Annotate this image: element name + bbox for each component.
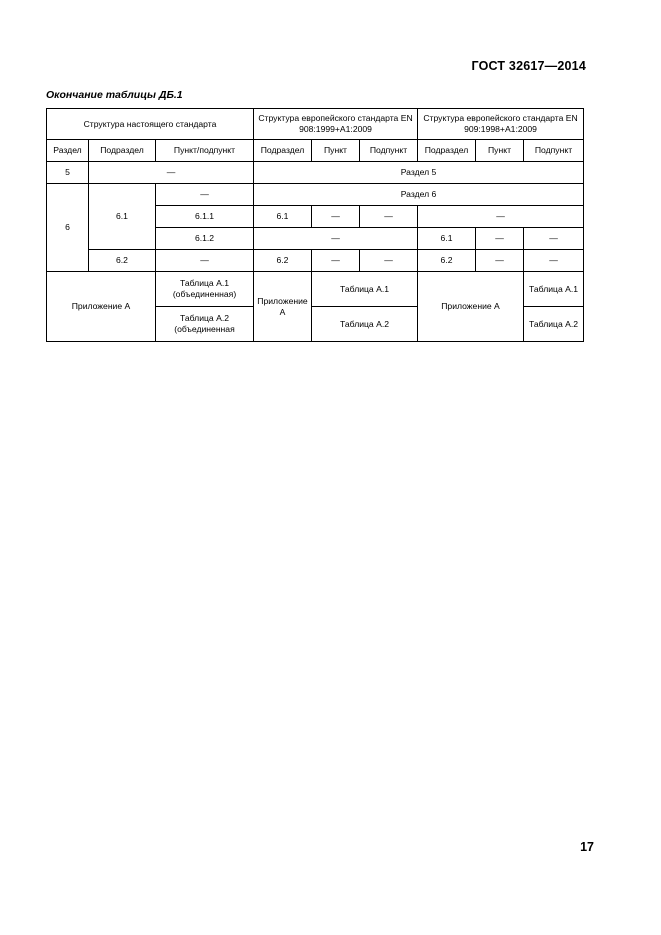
table-row — [47, 162, 584, 184]
cell-en908-6-2-punkt-dash: — — [312, 250, 360, 272]
subheader-podpunkt-en908: Подпункт — [360, 140, 418, 162]
cell-en909-6-1: 6.1 — [418, 228, 476, 250]
page-number: 17 — [580, 840, 594, 854]
cell-en909-punkt-dash: — — [476, 228, 524, 250]
cell-appendix-table-a2-own: Таблица А.2 (объединенная — [156, 307, 254, 342]
cell-appendix-a-own: Приложение А — [47, 272, 156, 342]
subheader-podrazdel-own: Подраздел — [89, 140, 156, 162]
cell-section-6-dash: — — [156, 184, 254, 206]
comparison-table-container — [46, 108, 583, 342]
cell-en908-dash: — — [254, 228, 418, 250]
cell-subsection-6-2-dash: — — [156, 250, 254, 272]
subheader-podrazdel-en908: Подраздел — [254, 140, 312, 162]
cell-appendix-table-a1-own: Таблица А.1 (объединенная) — [156, 272, 254, 307]
header-group-en908: Структура европейского стандарта EN 908:1999+A1:2009 — [254, 109, 418, 140]
header-group-en909: Структура европейского стандарта EN 909:1998+A1:2009 — [418, 109, 584, 140]
subheader-razdel: Раздел — [47, 140, 89, 162]
table-row — [47, 184, 584, 206]
table-subheader-row — [47, 140, 584, 162]
subheader-punkt-podpunkt: Пункт/подпункт — [156, 140, 254, 162]
cell-en909-6-2: 6.2 — [418, 250, 476, 272]
cell-appendix-a-en908: Приложение А — [254, 272, 312, 342]
cell-section-5: 5 — [47, 162, 89, 184]
cell-appendix-a-en909: Приложение А — [418, 272, 524, 342]
cell-subsection-6-1: 6.1 — [89, 184, 156, 250]
cell-en909-dash: — — [418, 206, 584, 228]
subheader-punkt-en908: Пункт — [312, 140, 360, 162]
cell-section-6-mapping: Раздел 6 — [254, 184, 584, 206]
cell-subsection-6-2: 6.2 — [89, 250, 156, 272]
standard-code-header: ГОСТ 32617—2014 — [471, 59, 586, 73]
cell-appendix-table-a1-en908: Таблица А.1 — [312, 272, 418, 307]
table-caption: Окончание таблицы ДБ.1 — [46, 89, 183, 101]
cell-en908-6-2-podpunkt-dash: — — [360, 250, 418, 272]
cell-item-6-1-2: 6.1.2 — [156, 228, 254, 250]
cell-en909-podpunkt-dash: — — [524, 228, 584, 250]
cell-en908-6-2: 6.2 — [254, 250, 312, 272]
subheader-podpunkt-en909: Подпункт — [524, 140, 584, 162]
table-header-group-row — [47, 109, 584, 140]
cell-appendix-table-a1-en909: Таблица А.1 — [524, 272, 584, 307]
cell-en909-6-2-podpunkt-dash: — — [524, 250, 584, 272]
cell-en908-punkt-dash: — — [312, 206, 360, 228]
cell-en908-6-1: 6.1 — [254, 206, 312, 228]
cell-en908-podpunkt-dash: — — [360, 206, 418, 228]
table-row — [47, 250, 584, 272]
cell-appendix-table-a2-en909: Таблица А.2 — [524, 307, 584, 342]
cell-en909-6-2-punkt-dash: — — [476, 250, 524, 272]
cell-section-6: 6 — [47, 184, 89, 272]
subheader-podrazdel-en909: Подраздел — [418, 140, 476, 162]
comparison-table — [46, 108, 584, 342]
table-row-appendix — [47, 272, 584, 307]
header-group-own-standard: Структура настоящего стандарта — [47, 109, 254, 140]
cell-section-5-dash: — — [89, 162, 254, 184]
cell-appendix-table-a2-en908: Таблица А.2 — [312, 307, 418, 342]
cell-section-5-mapping: Раздел 5 — [254, 162, 584, 184]
cell-item-6-1-1: 6.1.1 — [156, 206, 254, 228]
subheader-punkt-en909: Пункт — [476, 140, 524, 162]
